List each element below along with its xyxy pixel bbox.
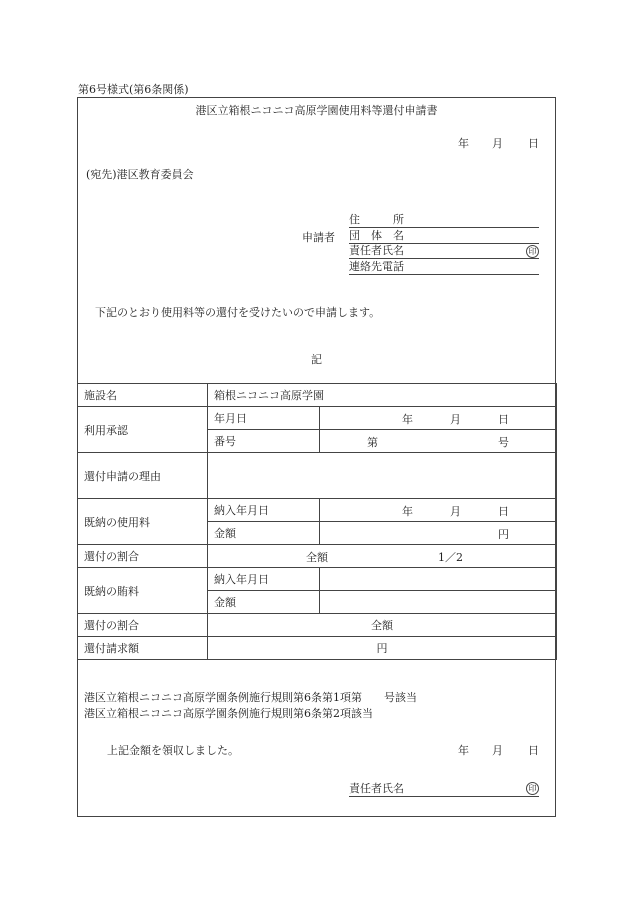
approval-date-value (320, 407, 557, 430)
paid-meal-amount-label: 金額 (208, 591, 320, 614)
approval-month: 月 (450, 413, 461, 426)
approval-number-value (320, 430, 557, 453)
receipt-year: 年 (458, 744, 469, 757)
applicant-phone-label: 連絡先電話 (349, 260, 404, 273)
paid-day: 日 (498, 505, 509, 518)
form-title: 港区立箱根ニコニコ高原学園使用料等還付申請書 (195, 104, 438, 117)
date-day: 日 (528, 137, 539, 150)
approval-label: 利用承認 (78, 407, 208, 453)
refund-request-value: 円 (208, 637, 557, 660)
seal-mark: 印 (526, 782, 539, 795)
paid-fee-amount-value (320, 522, 557, 545)
receipt-month: 月 (492, 744, 503, 757)
applicant-label: 申請者 (302, 231, 335, 244)
refund-ratio-value (208, 545, 557, 568)
form-id: 第6号様式(第6条関係) (78, 83, 189, 96)
table-row (78, 384, 557, 407)
approval-date-label: 年月日 (208, 407, 320, 430)
applicant-group-label: 団 体 名 (349, 229, 404, 242)
table-row (78, 568, 557, 591)
meal-refund-ratio-value: 全額 (208, 614, 557, 637)
ki-heading: 記 (311, 353, 322, 366)
facility-label: 施設名 (78, 384, 208, 407)
meal-refund-ratio-label: 還付の割合 (78, 614, 208, 637)
paid-meal-amount-value[interactable] (320, 591, 557, 614)
reason-value[interactable] (208, 453, 557, 499)
refund-ratio-label: 還付の割合 (78, 545, 208, 568)
applicant-representative-label: 責任者氏名 (349, 244, 404, 257)
reason-label: 還付申請の理由 (78, 453, 208, 499)
paid-month: 月 (450, 505, 461, 518)
table-row (78, 453, 557, 499)
number-dai: 第 (367, 436, 378, 449)
date-year: 年 (458, 137, 469, 150)
approval-year: 年 (402, 413, 413, 426)
regulation-line-1: 港区立箱根ニコニコ高原学園条例施行規則第6条第1項第 号該当 (84, 691, 417, 704)
refund-request-label: 還付請求額 (78, 637, 208, 660)
paid-year: 年 (402, 505, 413, 518)
regulation-line-2: 港区立箱根ニコニコ高原学園条例施行規則第6条第2項該当 (84, 707, 373, 720)
table-row (78, 499, 557, 522)
paid-meal-date-value[interactable] (320, 568, 557, 591)
paid-fee-label: 既納の使用料 (78, 499, 208, 545)
paid-fee-amount-label: 金額 (208, 522, 320, 545)
form-frame (77, 97, 556, 817)
paid-meal-date-label: 納入年月日 (208, 568, 320, 591)
phone-underline (349, 274, 539, 275)
details-table (77, 383, 557, 660)
seal-mark: 印 (526, 245, 539, 258)
table-row (78, 614, 557, 637)
refund-full: 全額 (306, 551, 328, 564)
representative-underline (349, 258, 539, 259)
receipt-day: 日 (528, 744, 539, 757)
address-underline (349, 227, 539, 228)
paid-fee-date-value (320, 499, 557, 522)
paid-fee-date-label: 納入年月日 (208, 499, 320, 522)
refund-half: 1／2 (438, 551, 463, 564)
receipt-signer-label: 責任者氏名 (349, 782, 404, 795)
paid-meal-label: 既納の賄料 (78, 568, 208, 614)
table-row (78, 407, 557, 430)
applicant-address-label: 住 所 (349, 213, 404, 226)
approval-number-label: 番号 (208, 430, 320, 453)
receipt-statement: 上記金額を領収しました。 (107, 744, 239, 757)
yen-unit: 円 (498, 528, 509, 541)
table-row (78, 545, 557, 568)
facility-value: 箱根ニコニコ高原学園 (208, 384, 557, 407)
date-month: 月 (492, 137, 503, 150)
table-row (78, 637, 557, 660)
signer-underline (349, 796, 539, 797)
number-go: 号 (498, 436, 509, 449)
request-statement: 下記のとおり使用料等の還付を受けたいので申請します。 (95, 306, 381, 319)
addressee: (宛先)港区教育委員会 (86, 168, 194, 181)
approval-day: 日 (498, 413, 509, 426)
